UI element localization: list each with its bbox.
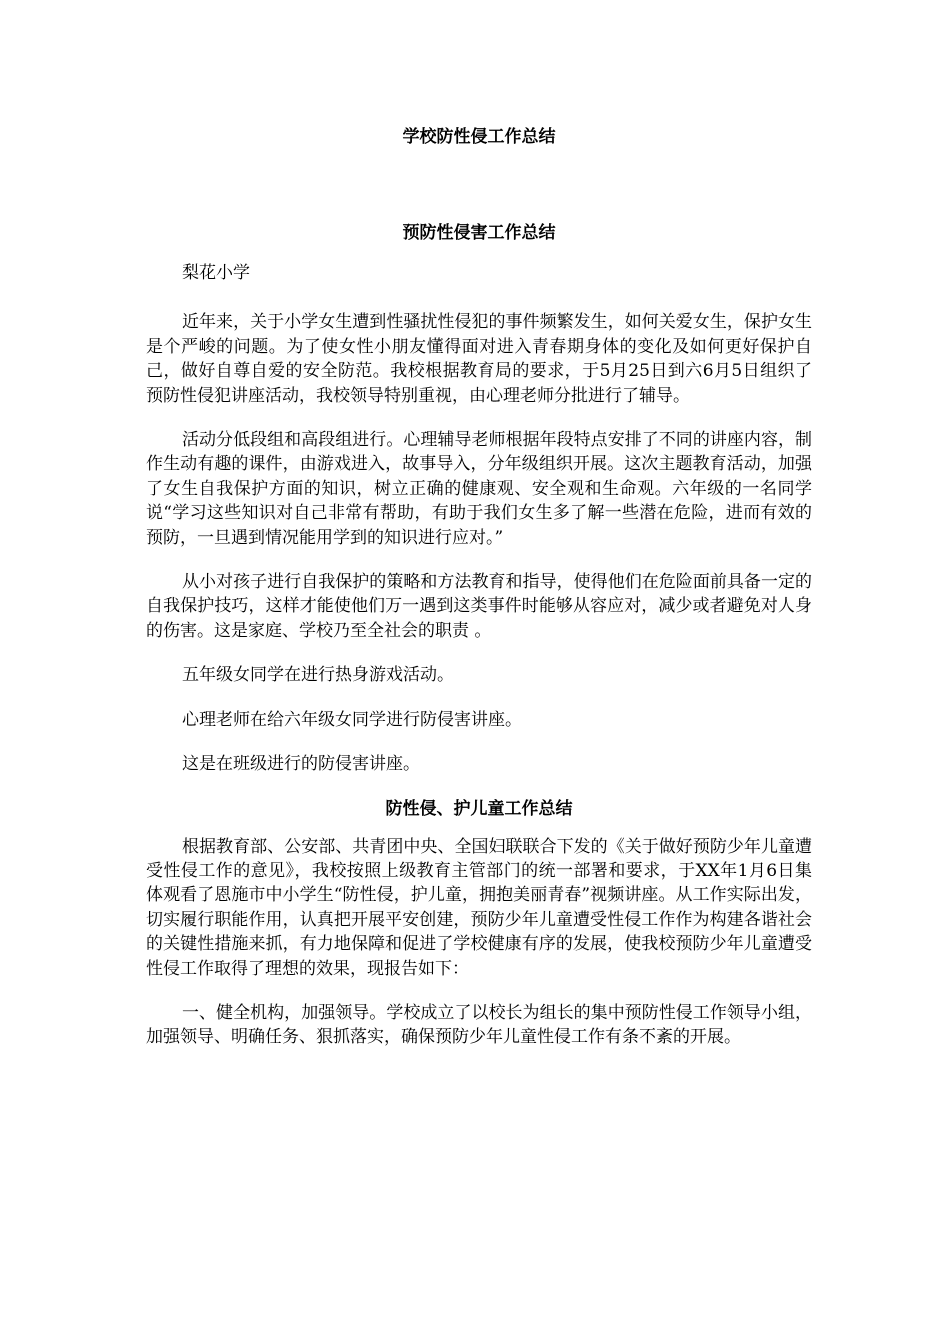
document-title: 学校防性侵工作总结 [402, 127, 556, 147]
school-name: 梨花小学 [182, 263, 250, 283]
paragraph: 活动分低段组和高段组进行。心理辅导老师根据年段特点安排了不同的讲座内容，制作生动有趣的课件，由游戏进入，故事导入，分年级组织开展。这次主题教育活动，加强了女生自我保护方面的知识，树立正确的健康观、安全观和生命观。六年级的一名同学说“学习这些知识对自己非常有帮助，有助于我们女生多了解一些潜在危险，进而有效的预防，一旦遇到情况能用学到的知识进行应对。” [146, 430, 812, 548]
photo-caption: 五年级女同学在进行热身游戏活动。 [182, 665, 454, 686]
paragraph: 从小对孩子进行自我保护的策略和方法教育和指导，使得他们在危险面前具备一定的自我保护技巧，这样才能使他们万一遇到这类事件时能够从容应对，减少或者避免对人身的伤害。这是家庭、学校乃至全社会的职责 。 [146, 572, 812, 641]
document-body [146, 125, 812, 1070]
paragraph: 一、健全机构，加强领导。学校成立了以校长为组长的集中预防性侵工作领导小组，加强领导、明确任务、狠抓落实，确保预防少年儿童性侵工作有条不紊的开展。 [146, 1002, 812, 1048]
photo-caption: 心理老师在给六年级女同学进行防侵害讲座。 [182, 709, 522, 730]
section-heading-prevention: 预防性侵害工作总结 [402, 223, 556, 243]
paragraph: 根据教育部、公安部、共青团中央、全国妇联联合下发的《关于做好预防少年儿童遭受性侵工作的意见》，我校按照上级教育主管部门的统一部署和要求，于XX年1月6日集体观看了恩施市中小学生“防性侵，护儿童，拥抱美丽青春”视频讲座。从工作实际出发，切实履行职能作用，认真把开展平安创建，预防少年儿童遭受性侵工作作为构建各谐社会的关键性措施来抓，有力地保障和促进了学校健康有序的发展，使我校预防少年儿童遭受性侵工作取得了理想的效果，现报告如下： [146, 836, 812, 979]
section-heading-child-protection: 防性侵、护儿童工作总结 [385, 798, 573, 819]
photo-caption: 这是在班级进行的防侵害讲座。 [182, 754, 420, 775]
paragraph: 近年来，关于小学女生遭到性骚扰性侵犯的事件频繁发生，如何关爱女生，保护女生是个严峻的问题。为了使女性小朋友懂得面对进入青春期身体的变化及如何更好保护自己，做好自尊自爱的安全防范。我校根据教育局的要求，于5月25日到六6月5日组织了预防性侵犯讲座活动，我校领导特别重视，由心理老师分批进行了辅导。 [146, 312, 812, 406]
